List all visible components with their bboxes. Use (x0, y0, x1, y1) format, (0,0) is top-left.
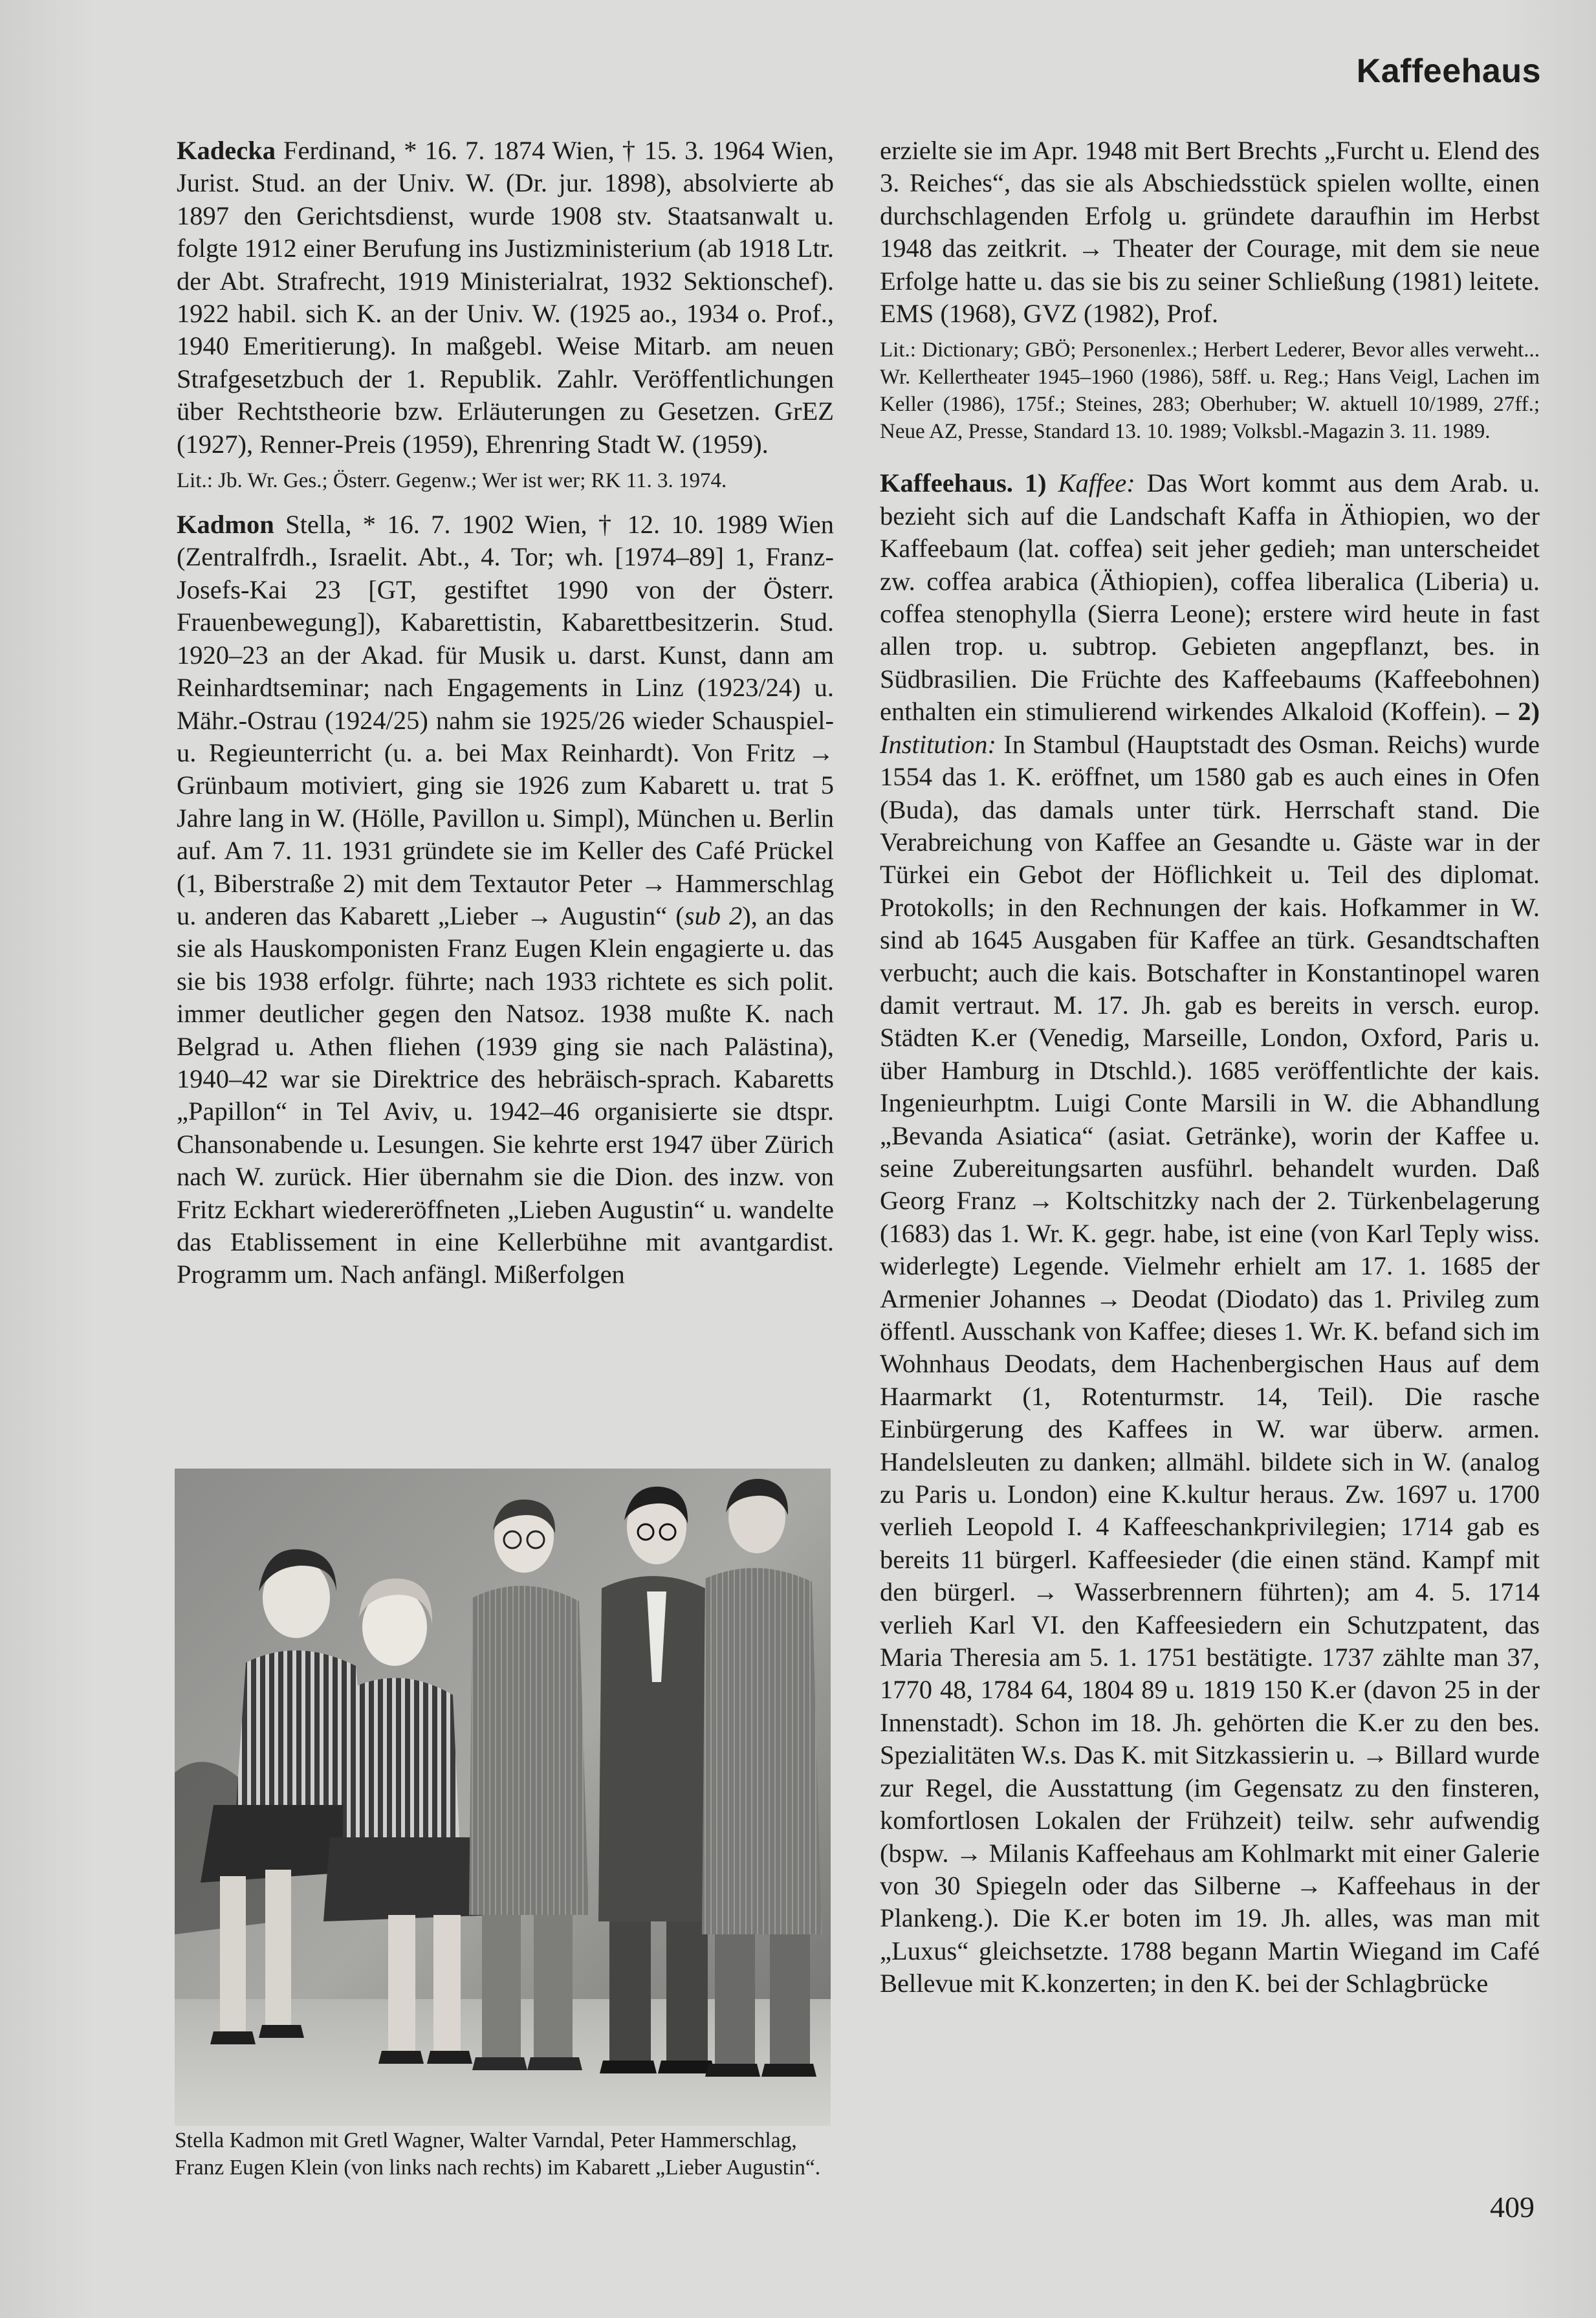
cross-reference: sub 2 (684, 901, 743, 930)
section-label-institution: Institution: (880, 729, 996, 759)
section-text-kaffee: Das Wort kommt aus dem Arab. u. bezieht sich auf die Landschaft Kaffa in Äthiopien, wo der Kaffeebaum (lat. coffea) seit jeher gedieh; man unterscheidet zw. coffea arabica (Äthiopien), coffea liberalica (Liberia) u. coffea stenophylla (Sierra Leone); erstere wird heute in fast allen trop. u. subtrop. Gebieten angepflanzt, bes. in Südbrasilien. Die Früchte des Kaffeebaums (Kaffeebohnen) enthalten ein stimulierend wirkendes Alkaloid (Koffein). (880, 468, 1540, 727)
photo-illustration (175, 1469, 831, 2126)
page-number: 409 (1490, 2191, 1535, 2224)
lit-kadecka: Lit.: Jb. Wr. Ges.; Österr. Gegenw.; Wer ist wer; RK 11. 3. 1974. (177, 469, 727, 493)
entry-text-kadmon-2: ), an das sie als Hauskomponisten Franz Eugen Klein engagierte u. das sie bis 1938 erfolgr. führte; nach 1933 richtete es sich polit. immer deutlicher gegen den Natsoz. 1938 mußte K. nach Belgrad u. Athen fliehen (1939 ging sie nach Palästina), 1940–42 war sie Direktrice des hebräisch-sprach. Kabaretts „Papillon“ in Tel Aviv, u. 1942–46 organisierte sie dtspr. Chansonabende u. Lesungen. Sie kehrte erst 1947 über Zürich nach W. zurück. Hier übernahm sie die Dion. des inzw. von Fritz Eckhart wiedereröffneten „Lieben Augustin“ u. wandelte das Etablissement in eine Kellerbühne mit avantgardist. Programm um. Nach anfängl. Mißerfolgen (177, 901, 835, 1289)
photo-caption: Stella Kadmon mit Gretl Wagner, Walter Varndal, Peter Hammerschlag, Franz Eugen Klein (von links nach rechts) im Kabarett „Lieber Augustin“. (175, 2128, 821, 2180)
section-text-institution: In Stambul (Hauptstadt des Osman. Reichs) wurde 1554 das 1. K. eröffnet, um 1580 gab es auch eines in Ofen (Buda), das damals unter türk. Herrschaft stand. Die Verabreichung von Kaffee an Gesandte u. Gäste war in der Türkei ein Gebot der Höflichkeit u. Teil des diplomat. Protokolls; in den Rechnungen der kais. Hofkammer in W. sind ab 1645 Ausgaben für Kaffee an türk. Gesandtschaften verbucht; auch die kais. Botschafter in Konstantinopel waren damit vertraut. M. 17. Jh. gab es bereits in versch. europ. Städten K.er (Venedig, Marseille, London, Oxford, Paris u. über Hamburg in Dtschld.). 1685 veröffentlichte der kais. Ingenieurhptm. Luigi Conte Marsili in W. die Abhandlung „Bevanda Asiatica“ (asiat. Getränke), worin der Kaffee u. seine Zubereitungsarten ausführl. behandelt wurden. Daß Georg Franz → Koltschitzky nach der 2. Türkenbelagerung (1683) das 1. Wr. K. gegr. habe, ist eine (von Karl Teply wiss. widerlegte) Legende. Vielmehr erhielt am 17. 1. 1685 der Armenier Johannes → Deodat (Diodato) das 1. Privileg zum öffentl. Ausschank von Kaffee; dieses 1. Wr. K. befand sich im Wohnhaus Deodats, dem Hachenbergischen Haus auf dem Haarmarkt (1, Rotenturmstr. 14, Teil). Die rasche Einbürgerung des Kaffees in W. war überw. armen. Handelsleuten zu danken; allmähl. bildete sich in W. (analog zu Paris u. London) eine K.kultur heraus. Zw. 1697 u. 1700 verlieh Leopold I. 4 Kaffeeschankprivilegien; 1714 gab es bereits 11 bürgerl. Kaffeesieder (die einen ständ. Kampf mit den bürgerl. → Wasserbrennern führten); am 4. 5. 1714 verlieh Karl VI. den Kaffeesiedern ein Schutzpatent, das Maria Theresia am 5. 1. 1751 bestätigte. 1737 zählte man 37, 1770 48, 1784 64, 1804 89 u. 1819 150 K.er (davon 25 in der Innenstadt). Schon im 18. Jh. gehörten die K.er zu den bes. Spezialitäten W.s. Das K. mit Sitzkassierin u. → Billard wurde zur Regel, die Ausstattung (im Gegensatz zu den finsteren, komfortlosen Lokalen der Frühzeit) teilw. sehr aufwendig (bspw. → Milanis Kaffeehaus am Kohlmarkt mit einer Galerie von 30 Spiegeln oder das Silberne → Kaffeehaus in der Plankeng.). Die K.er boten im 19. Jh. alles, was man mit „Luxus“ gleichsetzte. 1788 begann Martin Wiegand im Café Bellevue mit K.konzerten; in den K. bei der Schlagbrücke (880, 729, 1540, 1998)
running-head: Kaffeehaus (1356, 52, 1541, 90)
section-label-kaffee: Kaffee: (1058, 468, 1135, 498)
entry-kadecka (177, 135, 834, 461)
section-number-1: 1) (1024, 468, 1047, 498)
entry-kaffeehaus (880, 467, 1540, 2000)
lit-kadmon: Lit.: Dictionary; GBÖ; Personenlex.; Herbert Lederer, Bevor alles verweht... Wr. Kellertheater 1945–1960 (1986), 58ff. u. Reg.; Hans Veigl, Lachen im Keller (1986), 175f.; Steines, 283; Oberhuber; W. aktuell 10/1989, 27ff.; Neue AZ, Presse, Standard 13. 10. 1989; Volksbl.-Magazin 3. 11. 1989. (880, 338, 1540, 444)
entry-text-kadmon-1: Stella, * 16. 7. 1902 Wien, † 12. 10. 1989 Wien (Zentralfrdh., Israelit. Abt., 4. Tor; wh. [1974–89] 1, Franz-Josefs-Kai 23 [GT, gestiftet 1990 von der Österr. Frauenbewegung]), Kabarettistin, Kabarettbesitzerin. Stud. 1920–23 an der Akad. für Musik u. darst. Kunst, dann am Reinhardtseminar; nach Engagements in Linz (1923/24) u. Mähr.-Ostrau (1924/25) nahm sie 1925/26 wieder Schauspiel- u. Regieunterricht (u. a. bei Max Reinhardt). Von Fritz → Grünbaum motiviert, ging sie 1926 zum Kabarett u. trat 5 Jahre lang in W. (Hölle, Pavillon u. Simpl), München u. Berlin auf. Am 7. 11. 1931 gründete sie im Keller des Café Prückel (1, Biberstraße 2) mit dem Textautor Peter → Hammerschlag u. anderen das Kabarett „Lieber → Augustin“ ( (177, 510, 835, 930)
kabarett-photo (175, 1469, 831, 2126)
entry-head-kaffeehaus: Kaffeehaus. (880, 468, 1013, 498)
entry-kadmon (177, 508, 834, 1291)
entry-kadmon-continued: erzielte sie im Apr. 1948 mit Bert Brechts „Furcht u. Elend des 3. Reiches“, das sie als Abschiedsstück spielen wollte, einen durchschlagenden Erfolg u. gründete daraufhin im Herbst 1948 das zeitkrit. → Theater der Courage, mit dem sie neue Erfolge hatte u. das sie bis zu seiner Schließung (1981) leitete. EMS (1968), GVZ (1982), Prof. (880, 136, 1540, 329)
entry-text-kadecka: Ferdinand, * 16. 7. 1874 Wien, † 15. 3. 1964 Wien, Jurist. Stud. an der Univ. W. (Dr. jur. 1898), absolvierte ab 1897 den Gerichtsdienst, wurde 1908 stv. Staatsanwalt u. folgte 1912 einer Berufung ins Justizministerium (ab 1918 Ltr. der Abt. Strafrecht, 1919 Ministerialrat, 1932 Sektionschef). 1922 habil. sich K. an der Univ. W. (1925 ao., 1934 o. Prof., 1940 Emeritierung). In maßgebl. Weise Mitarb. am neuen Strafgesetzbuch der 1. Republik. Zahlr. Veröffentlichungen über Rechtstheorie bzw. Erläuterungen zu Gesetzen. GrEZ (1927), Renner-Preis (1959), Ehrenring Stadt W. (1959). (177, 136, 835, 459)
entry-head-kadecka: Kadecka (177, 136, 276, 165)
left-column (177, 135, 834, 1291)
entry-head-kadmon: Kadmon (177, 510, 274, 540)
section-number-2: – 2) (1496, 697, 1540, 727)
right-column (880, 135, 1540, 2000)
